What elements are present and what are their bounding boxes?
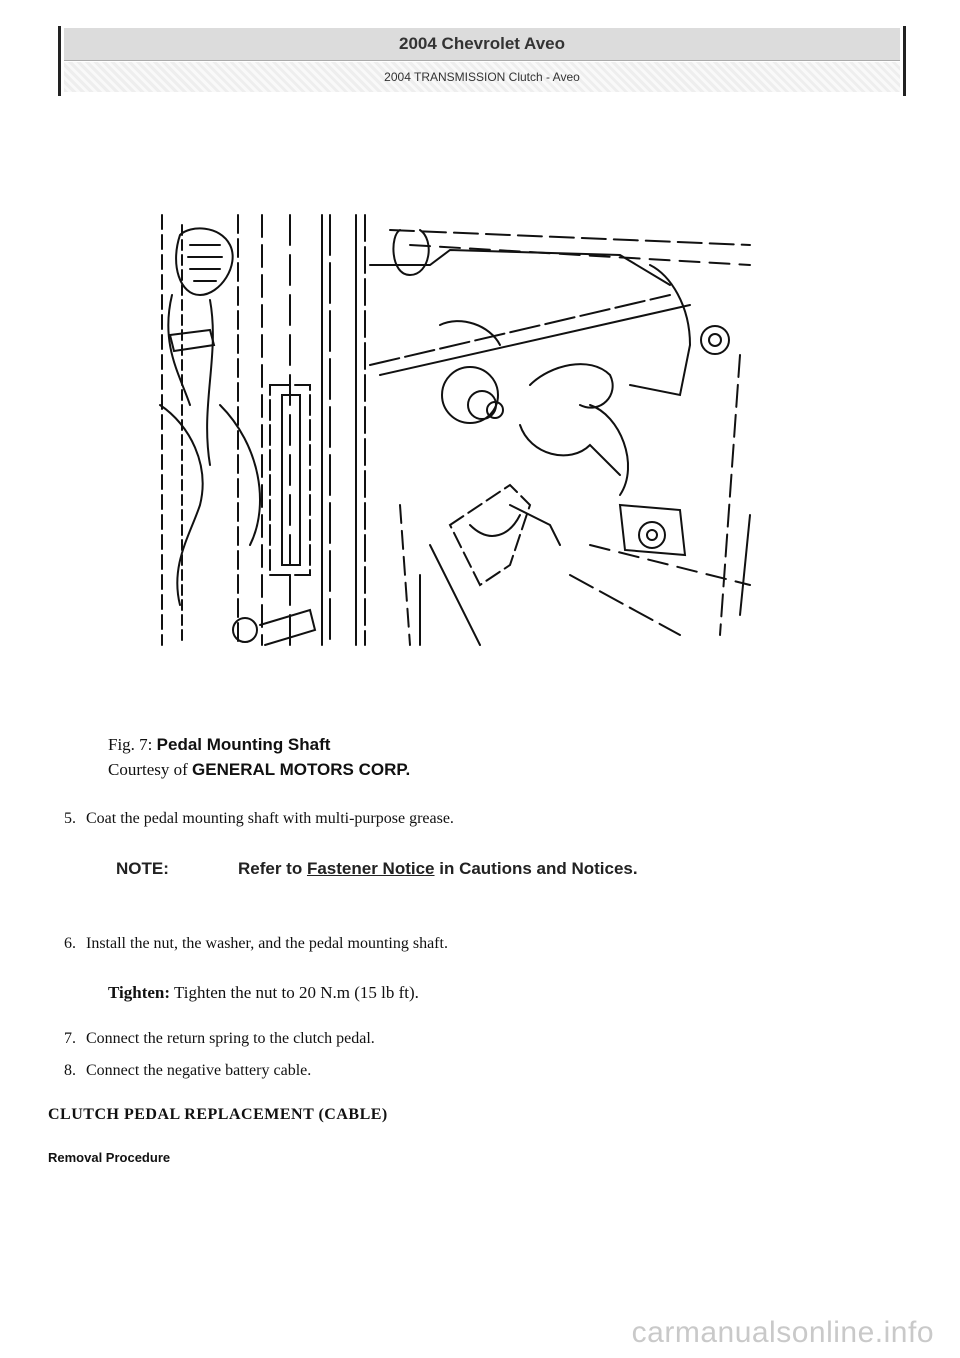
note-text-before: Refer to xyxy=(238,859,307,878)
courtesy-prefix: Courtesy of xyxy=(108,760,188,779)
watermark: carmanualsonline.info xyxy=(631,1316,934,1349)
caption-title: Pedal Mounting Shaft xyxy=(156,735,331,754)
header-right-rule xyxy=(903,26,906,96)
pedal-mounting-shaft-illustration xyxy=(150,205,760,650)
step-text: Connect the return spring to the clutch pedal. xyxy=(86,1030,375,1047)
step-number: 5. xyxy=(64,810,76,827)
fastener-notice-link[interactable]: Fastener Notice xyxy=(306,859,435,878)
step-text: Connect the negative battery cable. xyxy=(86,1062,312,1079)
tighten-label: Tighten: xyxy=(108,983,171,1002)
note-text-after: in Cautions and Notices. xyxy=(434,859,638,878)
document-title: 2004 Chevrolet Aveo xyxy=(64,28,900,61)
note-body xyxy=(238,857,698,881)
figure-caption xyxy=(108,732,410,782)
step-text: Coat the pedal mounting shaft with multi-purpose grease. xyxy=(86,810,454,827)
procedure-heading: Removal Procedure xyxy=(48,1150,171,1165)
step-text: Install the nut, the washer, and the pedal mounting shaft. xyxy=(86,935,448,952)
document-subtitle: 2004 TRANSMISSION Clutch - Aveo xyxy=(64,62,900,92)
header-left-rule xyxy=(58,26,61,96)
section-heading: CLUTCH PEDAL REPLACEMENT (CABLE) xyxy=(48,1106,388,1123)
page-header xyxy=(58,26,906,96)
courtesy-source: GENERAL MOTORS CORP. xyxy=(192,760,411,779)
tighten-text: Tighten the nut to 20 N.m (15 lb ft). xyxy=(174,983,419,1002)
note-label: NOTE: xyxy=(116,859,169,878)
step-number: 8. xyxy=(64,1062,76,1079)
caption-prefix: Fig. 7: xyxy=(108,735,153,754)
step-number: 6. xyxy=(64,935,76,952)
tighten-spec xyxy=(108,983,419,1003)
step-number: 7. xyxy=(64,1030,76,1047)
